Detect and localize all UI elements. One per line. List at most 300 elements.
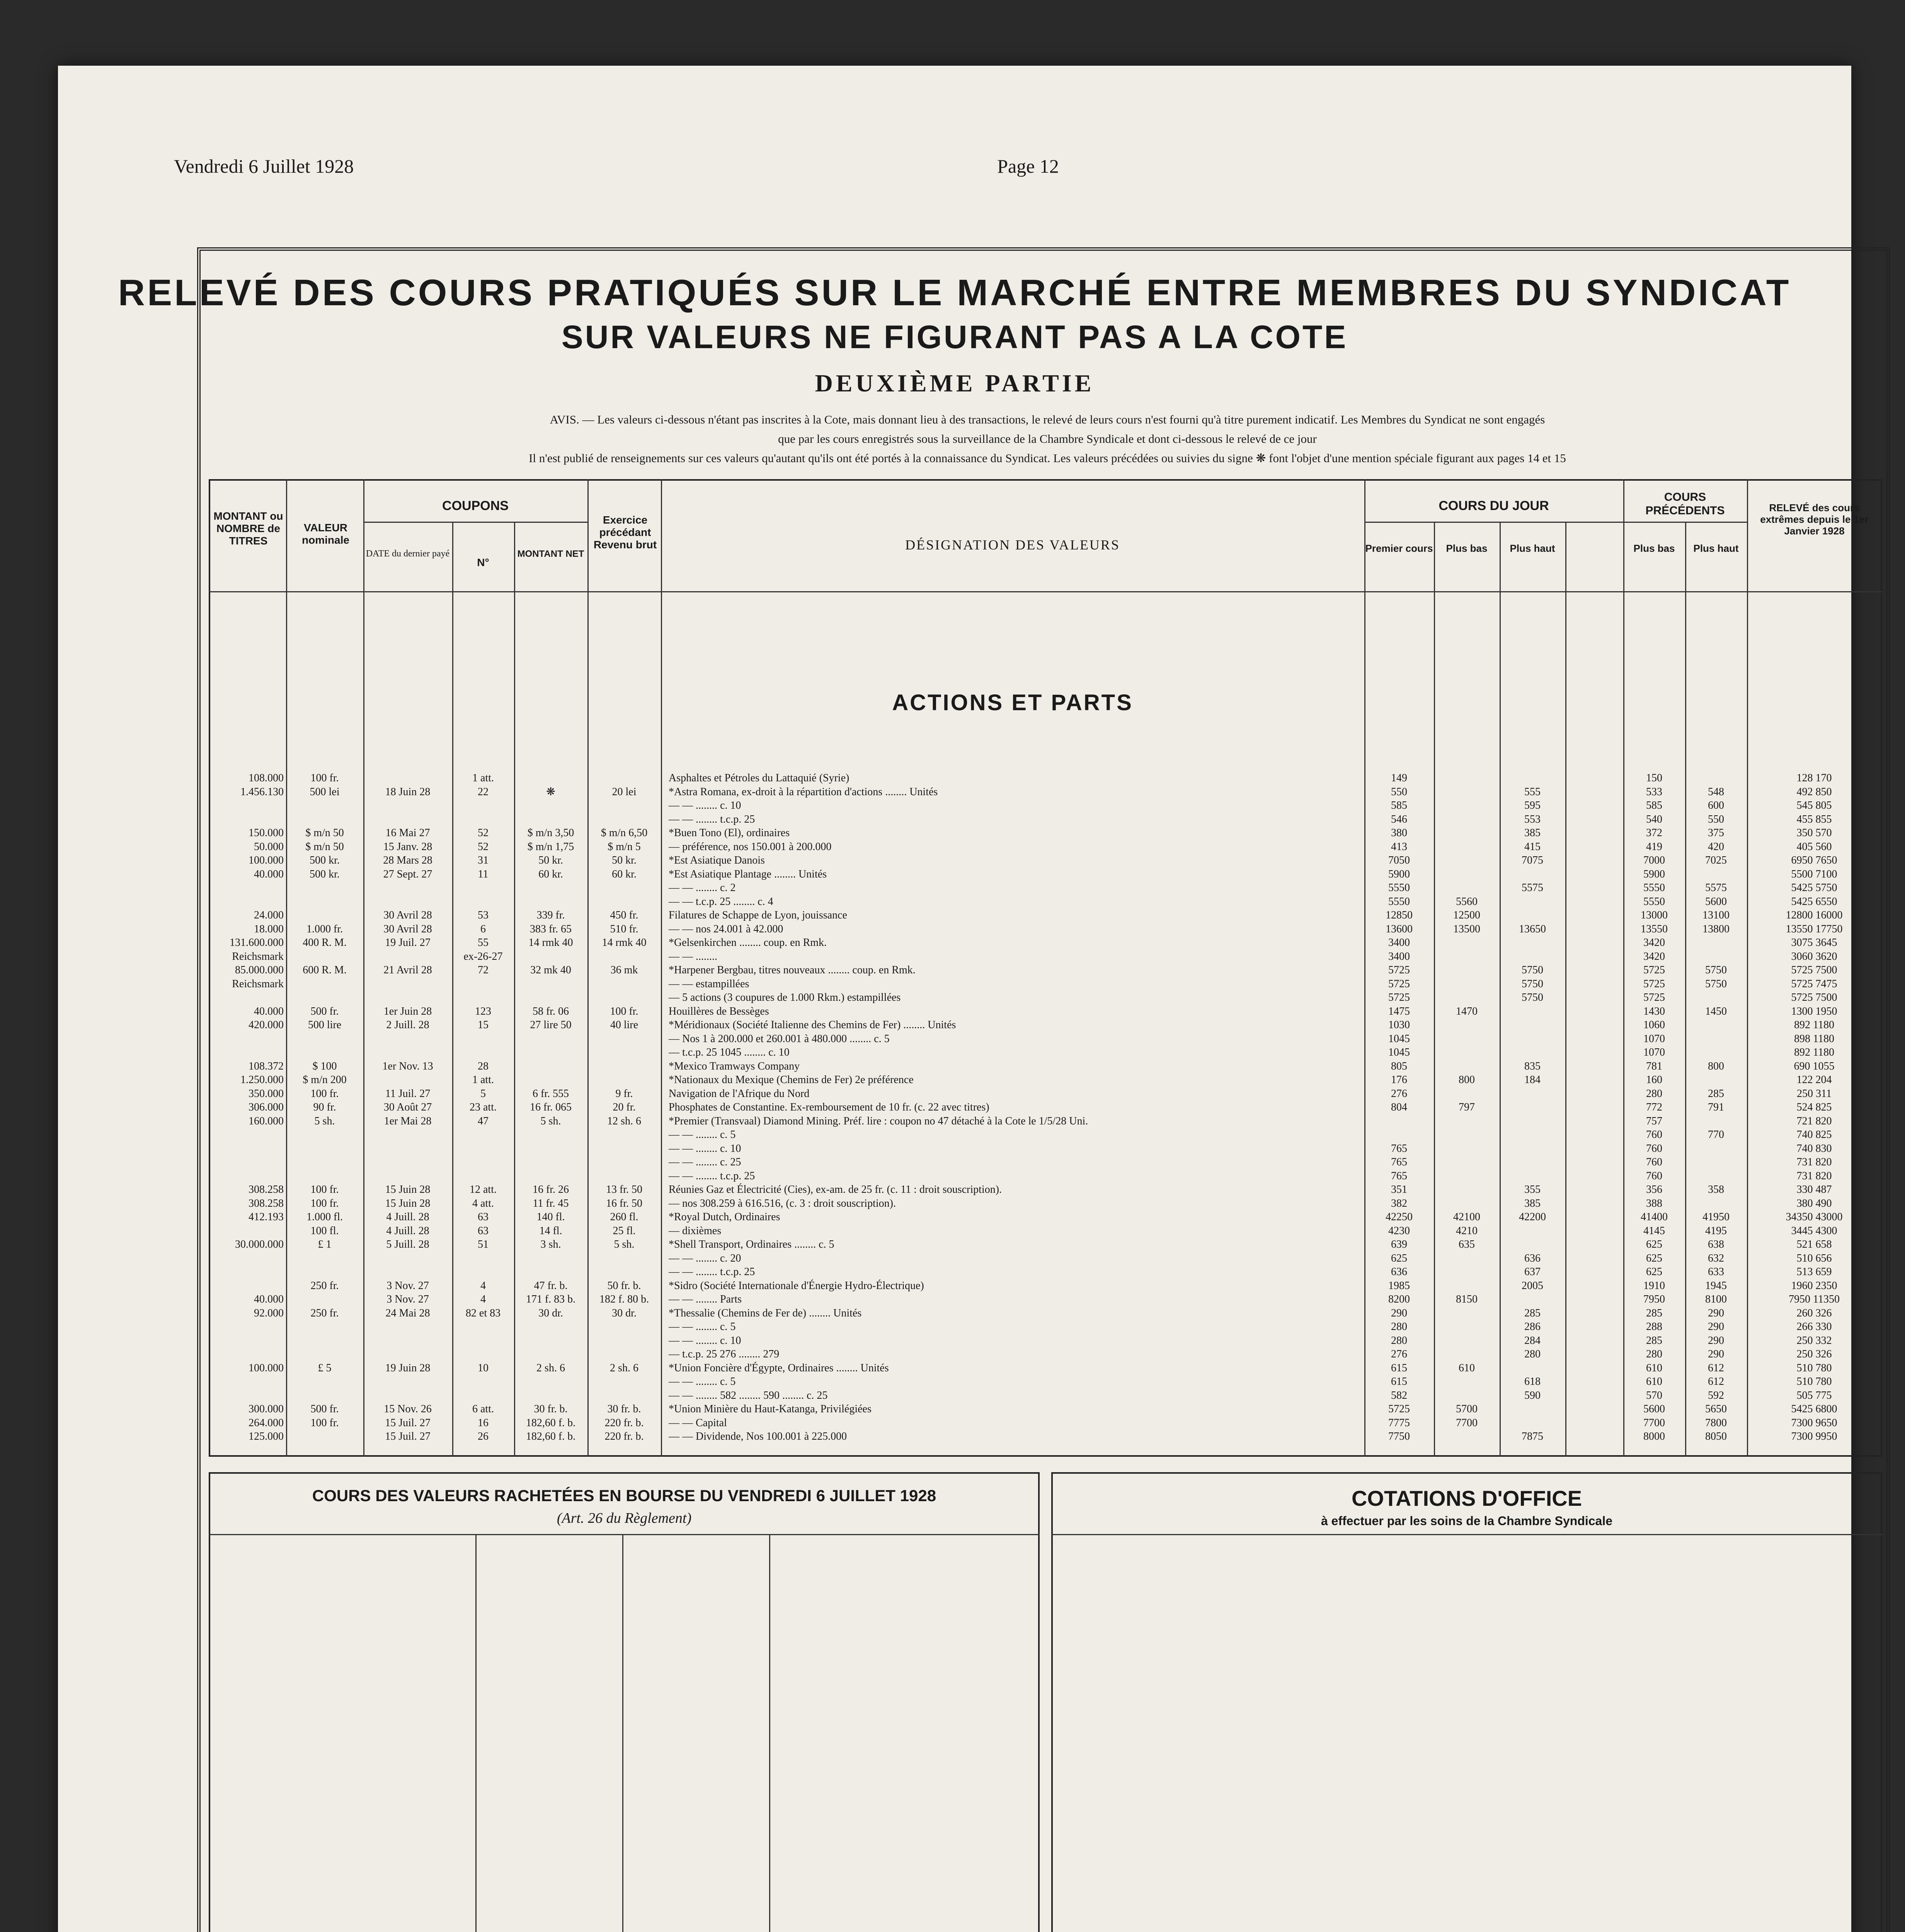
main-cell-net: 14 rmk 40 bbox=[528, 937, 573, 949]
main-cell-ph: 1450 bbox=[1705, 1005, 1727, 1017]
main-cell-ph: 7025 bbox=[1705, 854, 1727, 866]
main-cell-ph: 592 bbox=[1708, 1389, 1724, 1401]
main-cell-designation: — — ........ Parts bbox=[669, 1293, 742, 1305]
main-cell-pb: 5550 bbox=[1643, 882, 1665, 894]
main-cell-designation: Asphaltes et Pétroles du Lattaquié (Syrie) bbox=[669, 772, 850, 784]
main-cell-releve: 260 326 bbox=[1796, 1307, 1832, 1319]
main-cell-d: 27 Sept. 27 bbox=[383, 868, 432, 880]
main-cell-p: 3400 bbox=[1388, 937, 1410, 949]
main-cell-n: 26 bbox=[478, 1430, 489, 1442]
main-cell-v: 500 lei bbox=[310, 786, 340, 798]
main-cell-ph: 770 bbox=[1708, 1129, 1724, 1141]
main-cell-v: $ 100 bbox=[312, 1060, 337, 1072]
main-cell-p: 276 bbox=[1391, 1087, 1407, 1100]
main-cell-pb: 388 bbox=[1646, 1197, 1662, 1209]
main-cell-m: 420.000 bbox=[249, 1019, 284, 1031]
main-cell-p: 413 bbox=[1391, 840, 1407, 853]
main-cell-ph: 375 bbox=[1708, 827, 1724, 839]
main-cell-ex: $ m/n 6,50 bbox=[601, 827, 648, 839]
rachetees-title: COURS DES VALEURS RACHETÉES EN BOURSE DU VENDREDI 6 JUILLET 1928 bbox=[312, 1486, 936, 1505]
main-cell-d: 1er Juin 28 bbox=[383, 1005, 432, 1017]
main-cell-net: 50 kr. bbox=[538, 854, 563, 866]
main-cell-pb: 4145 bbox=[1643, 1225, 1665, 1237]
main-cell-net: 30 fr. b. bbox=[534, 1403, 568, 1415]
main-cell-p: 615 bbox=[1391, 1376, 1407, 1388]
main-cell-m: 24.000 bbox=[254, 909, 284, 921]
office-title: COTATIONS D'OFFICE bbox=[1351, 1486, 1582, 1510]
main-cell-p: 280 bbox=[1391, 1321, 1407, 1333]
main-cell-ph: 4195 bbox=[1705, 1225, 1727, 1237]
avis-line3: Il n'est publié de renseignements sur ces valeurs qu'autant qu'ils ont été portés à la connaissance du Syndicat. Les valeurs précédées ou suivies du signe ❋ font l'objet d'une mention spéciale figurant aux pages 14 et 15 bbox=[529, 451, 1566, 465]
main-cell-designation: — — ........ 582 ........ 590 ........ c. 25 bbox=[669, 1389, 828, 1401]
main-cell-releve: 250 326 bbox=[1796, 1348, 1832, 1360]
main-cell-p: 585 bbox=[1391, 799, 1407, 811]
main-cell-designation: — préférence, nos 150.001 à 200.000 bbox=[669, 840, 832, 853]
main-cell-h: 595 bbox=[1524, 799, 1541, 811]
main-cell-net: 140 fl. bbox=[536, 1211, 565, 1223]
main-cell-n: 28 bbox=[478, 1060, 489, 1072]
main-cell-releve: 513 659 bbox=[1796, 1266, 1832, 1278]
main-cell-p: 804 bbox=[1391, 1101, 1407, 1113]
main-cell-net: 182,60 f. b. bbox=[526, 1430, 576, 1442]
main-cell-ex: 510 fr. bbox=[610, 923, 638, 935]
main-cell-pb: 280 bbox=[1646, 1348, 1662, 1360]
main-cell-p: 5725 bbox=[1388, 992, 1410, 1003]
main-cell-pb: 760 bbox=[1646, 1129, 1662, 1141]
main-cell-v: 90 fr. bbox=[313, 1101, 336, 1113]
main-cell-designation: — — ........ c. 25 bbox=[669, 1156, 741, 1168]
main-cell-n: 11 bbox=[478, 868, 489, 880]
main-cell-releve: 510 780 bbox=[1796, 1362, 1832, 1374]
main-cell-p: 546 bbox=[1391, 813, 1407, 825]
col-valeur: VALEUR nominale bbox=[302, 522, 349, 546]
main-cell-net: $ m/n 3,50 bbox=[527, 827, 574, 839]
main-cell-n: 82 et 83 bbox=[465, 1307, 501, 1319]
main-cell-designation: — — ........ c. 10 bbox=[669, 1334, 741, 1347]
main-cell-v: 100 fl. bbox=[310, 1225, 339, 1237]
main-cell-m: 40.000 bbox=[254, 868, 284, 880]
main-cell-d: 24 Mai 28 bbox=[385, 1307, 430, 1319]
main-cell-h: 286 bbox=[1524, 1321, 1541, 1333]
rachetees-box bbox=[209, 1472, 1040, 1932]
main-cell-p: 582 bbox=[1391, 1389, 1407, 1401]
main-cell-v: 600 R. M. bbox=[303, 964, 347, 976]
main-cell-p: 1045 bbox=[1388, 1046, 1410, 1058]
main-cell-v: 500 lire bbox=[308, 1019, 342, 1031]
main-cell-designation: — — ........ t.c.p. 25 bbox=[669, 1170, 755, 1182]
main-cell-releve: 1960 2350 bbox=[1791, 1279, 1837, 1292]
main-cell-ph: 612 bbox=[1708, 1362, 1724, 1374]
main-cell-releve: 1300 1950 bbox=[1791, 1005, 1837, 1017]
main-cell-b: 12500 bbox=[1453, 909, 1480, 921]
col-date: DATE du dernier payé bbox=[366, 549, 450, 559]
main-cell-h: 5750 bbox=[1522, 964, 1543, 976]
main-cell-d: 18 Juin 28 bbox=[385, 786, 431, 798]
main-cell-designation: Filatures de Schappe de Lyon, jouissance bbox=[669, 909, 847, 921]
main-cell-ph: 13100 bbox=[1702, 909, 1730, 921]
main-cell-releve: 5425 5750 bbox=[1791, 882, 1837, 894]
main-cell-p: 1045 bbox=[1388, 1032, 1410, 1045]
main-cell-ex: 12 sh. 6 bbox=[607, 1115, 641, 1127]
main-cell-ph: 290 bbox=[1708, 1321, 1724, 1333]
main-cell-n: 123 bbox=[475, 1005, 491, 1017]
main-cell-b: 1470 bbox=[1456, 1005, 1478, 1017]
main-cell-releve: 7300 9650 bbox=[1791, 1417, 1837, 1429]
main-cell-ph: 638 bbox=[1708, 1238, 1724, 1250]
main-cell-d: 15 Juin 28 bbox=[385, 1197, 431, 1209]
main-cell-n: 51 bbox=[478, 1238, 489, 1250]
main-cell-designation: — — t.c.p. 25 ........ c. 4 bbox=[669, 895, 773, 908]
main-cell-h: 590 bbox=[1524, 1389, 1541, 1401]
main-cell-m: 350.000 bbox=[249, 1087, 284, 1100]
main-cell-ph: 600 bbox=[1708, 799, 1724, 811]
main-cell-p: 805 bbox=[1391, 1060, 1407, 1072]
main-cell-p: 5550 bbox=[1388, 882, 1410, 894]
main-cell-releve: 250 332 bbox=[1796, 1334, 1832, 1347]
main-cell-ph: 8100 bbox=[1705, 1293, 1727, 1305]
main-cell-net: 171 f. 83 b. bbox=[526, 1293, 576, 1305]
main-cell-ex: 220 fr. b. bbox=[604, 1430, 644, 1442]
main-cell-d: 5 Juill. 28 bbox=[386, 1238, 429, 1250]
main-cell-releve: 380 490 bbox=[1796, 1197, 1832, 1209]
main-cell-p: 7050 bbox=[1388, 854, 1410, 866]
main-cell-p: 42250 bbox=[1386, 1211, 1413, 1223]
main-cell-b: 5560 bbox=[1456, 895, 1478, 908]
main-cell-designation: *Est Asiatique Plantage ........ Unités bbox=[669, 868, 827, 880]
main-cell-pb: 8000 bbox=[1643, 1430, 1665, 1442]
main-cell-d: 2 Juill. 28 bbox=[386, 1019, 429, 1031]
main-cell-n: 55 bbox=[478, 937, 489, 949]
main-cell-v: 100 fr. bbox=[310, 1417, 339, 1429]
main-cell-ex: 30 dr. bbox=[612, 1307, 637, 1319]
main-cell-d: 30 Avril 28 bbox=[383, 923, 432, 935]
main-cell-designation: — — ........ t.c.p. 25 bbox=[669, 813, 755, 825]
main-cell-v: 100 fr. bbox=[310, 772, 339, 784]
header-page-number: Page 12 bbox=[997, 155, 1059, 177]
main-cell-v: 500 fr. bbox=[310, 1005, 339, 1017]
main-cell-releve: 128 170 bbox=[1796, 772, 1832, 784]
main-cell-d: 19 Juil. 27 bbox=[385, 937, 431, 949]
main-title-line2: SUR VALEURS NE FIGURANT PAS A LA COTE bbox=[561, 319, 1348, 355]
main-cell-releve: 5725 7500 bbox=[1791, 964, 1837, 976]
main-cell-d: 30 Avril 28 bbox=[383, 909, 432, 921]
main-cell-p: 12850 bbox=[1386, 909, 1413, 921]
main-cell-ex: 9 fr. bbox=[615, 1087, 633, 1100]
header-date: Vendredi 6 Juillet 1928 bbox=[174, 155, 354, 177]
main-cell-v: 100 fr. bbox=[310, 1184, 339, 1196]
main-cell-pb: 760 bbox=[1646, 1142, 1662, 1155]
col-cours-jour: COURS DU JOUR bbox=[1439, 498, 1549, 513]
col-montant-net: MONTANT NET bbox=[517, 549, 584, 559]
main-cell-ph: 290 bbox=[1708, 1307, 1724, 1319]
main-cell-n: 52 bbox=[478, 840, 489, 853]
main-cell-designation: *Union Foncière d'Égypte, Ordinaires ........ Unités bbox=[669, 1362, 889, 1374]
main-cell-n: 12 att. bbox=[470, 1184, 497, 1196]
main-cell-n: 6 att. bbox=[472, 1403, 494, 1415]
main-cell-ex: 40 lire bbox=[610, 1019, 638, 1031]
main-cell-releve: 690 1055 bbox=[1794, 1060, 1835, 1072]
main-cell-n: 10 bbox=[478, 1362, 489, 1374]
main-cell-releve: 7950 11350 bbox=[1789, 1293, 1840, 1305]
main-cell-ph: 358 bbox=[1708, 1184, 1724, 1196]
avis-line1: AVIS. — Les valeurs ci-dessous n'étant pas inscrites à la Cote, mais donnant lieu à des transactions, le relevé de leurs cours n'est fourni qu'à titre purement indicatif. Les Membres du Syndicat ne sont engagés bbox=[550, 413, 1545, 426]
main-cell-v: $ m/n 200 bbox=[303, 1074, 347, 1086]
main-cell-pb: 585 bbox=[1646, 799, 1662, 811]
main-cell-d: 1er Nov. 13 bbox=[382, 1060, 433, 1072]
main-cell-b: 5700 bbox=[1456, 1403, 1478, 1415]
main-cell-pb: 5725 bbox=[1643, 964, 1665, 976]
main-cell-ex: 25 fl. bbox=[613, 1225, 636, 1237]
main-cell-m: 85.000.000 bbox=[235, 964, 284, 976]
main-cell-d: 15 Nov. 26 bbox=[384, 1403, 432, 1415]
main-cell-pb: 1070 bbox=[1643, 1032, 1665, 1045]
main-cell-net: 47 fr. b. bbox=[534, 1279, 568, 1292]
col-exercice: Exercice précédant Revenu brut bbox=[593, 514, 657, 551]
main-cell-v: 500 fr. bbox=[310, 1403, 339, 1415]
main-cell-ph: 420 bbox=[1708, 840, 1724, 853]
main-cell-ex: 220 fr. b. bbox=[604, 1417, 644, 1429]
main-cell-m: 40.000 bbox=[254, 1005, 284, 1017]
main-cell-designation: *Shell Transport, Ordinaires ........ c. 5 bbox=[669, 1238, 834, 1250]
main-cell-n: 53 bbox=[478, 909, 489, 921]
main-cell-pb: 285 bbox=[1646, 1307, 1662, 1319]
main-cell-net: 14 fl. bbox=[539, 1225, 562, 1237]
main-cell-v: £ 5 bbox=[318, 1362, 332, 1374]
main-cell-d: 11 Juil. 27 bbox=[385, 1087, 431, 1100]
main-cell-m: 306.000 bbox=[249, 1101, 284, 1113]
main-cell-designation: Houillères de Bessèges bbox=[669, 1005, 769, 1017]
main-cell-n: 6 bbox=[480, 923, 486, 935]
main-cell-releve: 12800 16000 bbox=[1786, 909, 1843, 921]
main-cell-h: 5750 bbox=[1522, 978, 1543, 990]
main-cell-releve: 492 850 bbox=[1796, 786, 1832, 798]
main-cell-p: 149 bbox=[1391, 772, 1407, 784]
main-cell-net: 60 kr. bbox=[538, 868, 563, 880]
main-cell-pb: 7000 bbox=[1643, 854, 1665, 866]
main-cell-b: 7700 bbox=[1456, 1417, 1478, 1429]
main-cell-pb: 760 bbox=[1646, 1170, 1662, 1182]
main-cell-pb: 7950 bbox=[1643, 1293, 1665, 1305]
main-cell-m: Reichsmark bbox=[232, 950, 284, 963]
main-cell-b: 797 bbox=[1459, 1101, 1475, 1113]
main-cell-designation: *Thessalie (Chemins de Fer de) ........ Unités bbox=[669, 1307, 862, 1319]
main-cell-designation: — — ........ c. 2 bbox=[669, 882, 736, 894]
main-cell-m: 264.000 bbox=[249, 1417, 284, 1429]
main-cell-pb: 288 bbox=[1646, 1321, 1662, 1333]
main-cell-m: 1.456.130 bbox=[240, 786, 284, 798]
main-cell-pb: 760 bbox=[1646, 1156, 1662, 1168]
main-cell-p: 7775 bbox=[1388, 1417, 1410, 1429]
main-cell-net: 5 sh. bbox=[540, 1115, 561, 1127]
main-cell-pb: 533 bbox=[1646, 786, 1662, 798]
main-cell-net: 32 mk 40 bbox=[530, 964, 571, 976]
main-cell-releve: 3075 3645 bbox=[1791, 937, 1837, 949]
main-cell-h: 385 bbox=[1524, 827, 1541, 839]
main-cell-ph: 5600 bbox=[1705, 895, 1727, 908]
main-cell-designation: — — ........ c. 5 bbox=[669, 1321, 736, 1333]
main-cell-releve: 5425 6800 bbox=[1791, 1403, 1837, 1415]
main-cell-designation: — t.c.p. 25 276 ........ 279 bbox=[669, 1348, 780, 1360]
main-cell-ph: 800 bbox=[1708, 1060, 1724, 1072]
main-cell-n: 4 bbox=[480, 1279, 486, 1292]
main-cell-d: 30 Août 27 bbox=[383, 1101, 432, 1113]
main-title-line1: RELEVÉ DES COURS PRATIQUÉS SUR LE MARCHÉ ENTRE MEMBRES DU SYNDICAT bbox=[118, 272, 1791, 313]
main-cell-ph: 5750 bbox=[1705, 978, 1727, 990]
main-cell-releve: 6950 7650 bbox=[1791, 854, 1837, 866]
main-cell-b: 8150 bbox=[1456, 1293, 1478, 1305]
main-cell-pb: 150 bbox=[1646, 772, 1662, 784]
main-cell-n: 16 bbox=[478, 1417, 489, 1429]
main-cell-n: 23 att. bbox=[470, 1101, 497, 1113]
main-cell-m: 92.000 bbox=[254, 1307, 284, 1319]
main-cell-releve: 455 855 bbox=[1796, 813, 1832, 825]
main-cell-releve: 266 330 bbox=[1796, 1321, 1832, 1333]
main-cell-designation: — 5 actions (3 coupures de 1.000 Rkm.) estampillées bbox=[669, 992, 901, 1003]
main-cell-v: 1.000 fr. bbox=[306, 923, 343, 935]
col-plus-bas: Plus bas bbox=[1446, 543, 1488, 554]
main-cell-net: 27 lire 50 bbox=[530, 1019, 572, 1031]
main-cell-releve: 721 820 bbox=[1796, 1115, 1832, 1127]
main-cell-p: 382 bbox=[1391, 1197, 1407, 1209]
main-cell-pb: 419 bbox=[1646, 840, 1662, 853]
main-cell-n: 63 bbox=[478, 1211, 489, 1223]
main-cell-v: £ 1 bbox=[318, 1238, 332, 1250]
main-cell-pb: 13550 bbox=[1641, 923, 1668, 935]
main-cell-d: 19 Juin 28 bbox=[385, 1362, 431, 1374]
main-cell-h: 385 bbox=[1524, 1197, 1541, 1209]
main-cell-h: 618 bbox=[1524, 1376, 1541, 1388]
main-cell-designation: — — ........ c. 5 bbox=[669, 1376, 736, 1388]
main-cell-ph: 290 bbox=[1708, 1348, 1724, 1360]
main-cell-ph: 290 bbox=[1708, 1334, 1724, 1347]
main-cell-p: 1475 bbox=[1388, 1005, 1410, 1017]
main-cell-h: 7075 bbox=[1522, 854, 1543, 866]
main-cell-ex: 182 f. 80 b. bbox=[599, 1293, 649, 1305]
main-cell-ph: 550 bbox=[1708, 813, 1724, 825]
main-cell-net: 339 fr. bbox=[536, 909, 565, 921]
main-cell-d: 16 Mai 27 bbox=[385, 827, 430, 839]
main-cell-m: 412.193 bbox=[249, 1211, 284, 1223]
main-cell-m: 18.000 bbox=[254, 923, 284, 935]
main-cell-m: 131.600.000 bbox=[230, 937, 284, 949]
main-cell-designation: *Gelsenkirchen ........ coup. en Rmk. bbox=[669, 937, 827, 949]
main-cell-m: 100.000 bbox=[249, 1362, 284, 1374]
main-cell-p: 765 bbox=[1391, 1142, 1407, 1155]
main-cell-m: Reichsmark bbox=[232, 978, 284, 990]
main-cell-designation: *Astra Romana, ex-droit à la répartition d'actions ........ Unités bbox=[669, 786, 938, 798]
main-cell-pb: 772 bbox=[1646, 1101, 1662, 1113]
col-designation: DÉSIGNATION DES VALEURS bbox=[905, 537, 1120, 553]
main-cell-h: 184 bbox=[1524, 1074, 1541, 1086]
col-cours-prec: COURS PRÉCÉDENTS bbox=[1645, 491, 1725, 517]
main-cell-v: 400 R. M. bbox=[303, 937, 347, 949]
main-cell-releve: 405 560 bbox=[1796, 840, 1832, 853]
main-cell-designation: *Buen Tono (El), ordinaires bbox=[669, 827, 790, 839]
main-cell-releve: 892 1180 bbox=[1794, 1046, 1834, 1058]
main-cell-h: 42200 bbox=[1519, 1211, 1546, 1223]
main-cell-h: 555 bbox=[1524, 786, 1541, 798]
main-cell-designation: *Méridionaux (Société Italienne des Chemins de Fer) ........ Unités bbox=[669, 1019, 956, 1031]
main-cell-v: 100 fr. bbox=[310, 1087, 339, 1100]
office-subtitle: à effectuer par les soins de la Chambre Syndicale bbox=[1321, 1514, 1613, 1528]
main-cell-designation: — — ........ c. 10 bbox=[669, 1142, 741, 1155]
main-cell-ex: 100 fr. bbox=[610, 1005, 638, 1017]
main-cell-net: 182,60 f. b. bbox=[526, 1417, 576, 1429]
main-cell-pb: 625 bbox=[1646, 1266, 1662, 1278]
main-cell-designation: — Nos 1 à 200.000 et 260.001 à 480.000 ........ c. 5 bbox=[669, 1032, 890, 1045]
main-cell-pb: 1430 bbox=[1643, 1005, 1665, 1017]
main-cell-designation: — — ........ t.c.p. 25 bbox=[669, 1266, 755, 1278]
main-cell-v: 5 sh. bbox=[314, 1115, 335, 1127]
main-cell-h: 5750 bbox=[1522, 992, 1543, 1003]
main-cell-pb: 610 bbox=[1646, 1376, 1662, 1388]
main-cell-p: 176 bbox=[1391, 1074, 1407, 1086]
main-cell-h: 13650 bbox=[1519, 923, 1546, 935]
main-cell-net: 11 fr. 45 bbox=[533, 1197, 569, 1209]
main-cell-d: 4 Juill. 28 bbox=[386, 1225, 429, 1237]
main-cell-ex: 36 mk bbox=[610, 964, 638, 976]
col-montant: MONTANT ou NOMBRE de TITRES bbox=[213, 510, 283, 547]
rachetees-subtitle: (Art. 26 du Règlement) bbox=[557, 1510, 692, 1526]
main-cell-ph: 8050 bbox=[1705, 1430, 1727, 1442]
main-cell-net: 30 dr. bbox=[538, 1307, 563, 1319]
col-releve: RELEVÉ des cours extrêmes depuis le 1er Janvier 1928 bbox=[1760, 502, 1869, 537]
main-cell-n: 4 att. bbox=[472, 1197, 494, 1209]
main-cell-designation: — — nos 24.001 à 42.000 bbox=[669, 923, 783, 935]
main-cell-p: 5725 bbox=[1388, 964, 1410, 976]
main-cell-v: 100 fr. bbox=[310, 1197, 339, 1209]
main-cell-ex: 260 fl. bbox=[610, 1211, 638, 1223]
main-cell-p: 639 bbox=[1391, 1238, 1407, 1250]
main-cell-pb: 7700 bbox=[1643, 1417, 1665, 1429]
main-cell-releve: 5725 7475 bbox=[1791, 978, 1837, 990]
main-cell-m: 100.000 bbox=[249, 854, 284, 866]
main-cell-v: 250 fr. bbox=[310, 1307, 339, 1319]
main-cell-p: 290 bbox=[1391, 1307, 1407, 1319]
main-cell-designation: *Royal Dutch, Ordinaires bbox=[669, 1211, 780, 1223]
main-cell-pb: 540 bbox=[1646, 813, 1662, 825]
main-cell-pb: 356 bbox=[1646, 1184, 1662, 1196]
main-cell-p: 765 bbox=[1391, 1170, 1407, 1182]
main-cell-releve: 7300 9950 bbox=[1791, 1430, 1837, 1442]
main-cell-m: 300.000 bbox=[249, 1403, 284, 1415]
main-cell-ex: 14 rmk 40 bbox=[602, 937, 647, 949]
main-cell-m: 308.258 bbox=[249, 1184, 284, 1196]
main-cell-net: 16 fr. 065 bbox=[529, 1101, 572, 1113]
main-cell-h: 284 bbox=[1524, 1334, 1541, 1347]
main-cell-designation: — — estampillées bbox=[669, 978, 749, 990]
main-cell-pb: 160 bbox=[1646, 1074, 1662, 1086]
col-p-bas: Plus bas bbox=[1633, 543, 1675, 554]
main-cell-ex: 2 sh. 6 bbox=[610, 1362, 638, 1374]
main-cell-ph: 41950 bbox=[1702, 1211, 1730, 1223]
main-cell-pb: 13000 bbox=[1641, 909, 1668, 921]
main-cell-m: 125.000 bbox=[249, 1430, 284, 1442]
main-cell-pb: 625 bbox=[1646, 1238, 1662, 1250]
main-cell-p: 351 bbox=[1391, 1184, 1407, 1196]
part-title: DEUXIÈME PARTIE bbox=[815, 369, 1095, 397]
main-cell-d: 3 Nov. 27 bbox=[386, 1293, 429, 1305]
main-cell-n: ex-26-27 bbox=[463, 950, 503, 963]
main-cell-ph: 548 bbox=[1708, 786, 1724, 798]
newspaper-page bbox=[58, 66, 1869, 1932]
main-cell-h: 280 bbox=[1524, 1348, 1541, 1360]
main-cell-releve: 731 820 bbox=[1796, 1170, 1832, 1182]
main-cell-v: 250 fr. bbox=[310, 1279, 339, 1292]
main-cell-n: 1 att. bbox=[472, 1074, 494, 1086]
main-cell-designation: — nos 308.259 à 616.516, (c. 3 : droit souscription). bbox=[669, 1197, 896, 1209]
main-cell-ex: 50 fr. b. bbox=[607, 1279, 641, 1292]
